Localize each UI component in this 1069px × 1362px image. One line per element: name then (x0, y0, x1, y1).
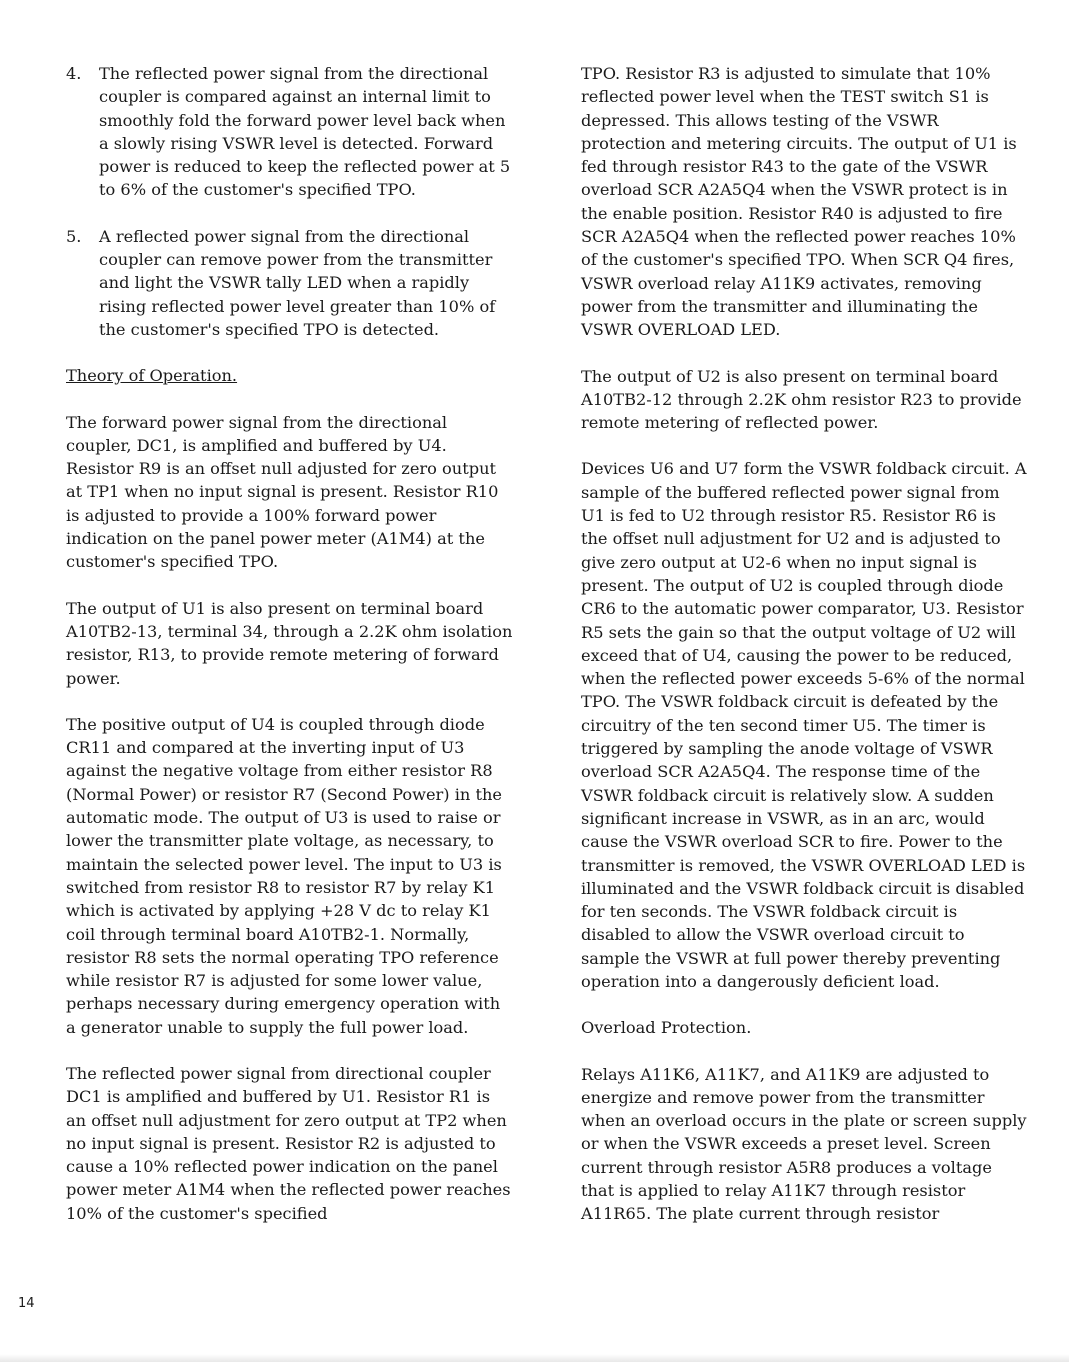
page-number: 14 (18, 1296, 35, 1311)
left-column (66, 62, 514, 1248)
paragraph: The output of U1 is also present on terminal board A10TB2-13, terminal 34, through a 2.2K ohm isolation resistor, R13, to provide remote metering of forward power. (66, 598, 513, 688)
section-heading-theory: Theory of Operation. (66, 366, 238, 386)
scan-edge (0, 1354, 1069, 1362)
paragraph: The positive output of U4 is coupled through diode CR11 and compared at the inverting input of U3 against the negative voltage from either resistor R8 (Normal Power) or resistor R7 (Second Power) in the automatic mode. The output of U3 is used to raise or lower the transmitter plate voltage, as necessary, to maintain the selected power level. The input to U3 is switched from resistor R8 to resistor R7 by relay K1 which is activated by applying +28 V dc to relay K1 coil through terminal board A10TB2-1. Normally, resistor R8 sets the normal operating TPO reference while resistor R7 is adjusted for some lower value, perhaps necessary during emergency operation with a generator unable to supply the full power load. (66, 714, 503, 1037)
list-number: 4. (66, 64, 82, 83)
paragraph: Devices U6 and U7 form the VSWR foldback circuit. A sample of the buffered reflected power signal from U1 is fed to U2 through resistor R5. Resistor R6 is the offset null adjustment for U2 and is adjusted to give zero output at U2-6 when no input signal is present. The output of U2 is coupled through diode CR6 to the automatic power comparator, U3. Resistor R5 sets the gain so that the output voltage of U2 will exceed that of U4, causing the power to be reduced, when the reflected power exceeds 5-6% of the normal TPO. The VSWR foldback circuit is defeated by the circuitry of the ten second timer U5. The timer is triggered by sampling the anode voltage of VSWR overload SCR A2A5Q4. The response time of the VSWR foldback circuit is relatively slow. A sudden significant increase in VSWR, as in an arc, would cause the VSWR overload SCR to fire. Power to the transmitter is removed, the VSWR OVERLOAD LED is illuminated and the VSWR foldback circuit is disabled for ten seconds. The VSWR foldback circuit is disabled to allow the VSWR overload circuit to sample the VSWR at full power thereby preventing operation into a dangerously deficient load. (581, 459, 1027, 991)
list-item-text: The reflected power signal from the directional coupler is compared against an internal limit to smoothly fold the forward power level back when a slowly rising VSWR level is detected. Forward power is reduced to keep the reflected power at 5 to 6% of the customer's specified TPO. (99, 64, 511, 200)
paragraph: The forward power signal from the directional coupler, DC1, is amplified and buffered by U4. Resistor R9 is an offset null adjusted for zero output at TP1 when no input signal is present. Resistor R10 is adjusted to provide a 100% forward power indication on the panel power meter (A1M4) at the customer's specified TPO. (66, 412, 499, 572)
list-item-5 (66, 225, 514, 341)
list-item-4 (66, 62, 514, 202)
paragraph: The output of U2 is also present on terminal board A10TB2-12 through 2.2K ohm resistor R23 to provide remote metering of reflected power. (581, 366, 1022, 433)
paragraph: The reflected power signal from directional coupler DC1 is amplified and buffered by U1. Resistor R1 is an offset null adjustment for zero output at TP2 when no input signal is present. Resistor R2 is adjusted to cause a 10% reflected power indication on the panel power meter A1M4 when the reflected power reaches 10% of the customer's specified (66, 1063, 511, 1223)
list-item-text: A reflected power signal from the directional coupler can remove power from the transmitter and light the VSWR tally LED when a rapidly rising reflected power level greater than 10% of the customer's specified TPO is detected. (99, 226, 496, 339)
paragraph: TPO. Resistor R3 is adjusted to simulate that 10% reflected power level when the TEST switch S1 is depressed. This allows testing of the VSWR protection and metering circuits. The output of U1 is fed through resistor R43 to the gate of the VSWR overload SCR A2A5Q4 when the VSWR protect is in the enable position. Resistor R40 is adjusted to fire SCR A2A5Q4 when the reflected power reaches 10% of the customer's specified TPO. When SCR Q4 fires, VSWR overload relay A11K9 activates, removing power from the transmitter and illuminating the VSWR OVERLOAD LED. (581, 64, 1017, 340)
paragraph: Relays A11K6, A11K7, and A11K9 are adjusted to energize and remove power from the transmitter when an overload occurs in the plate or screen supply or when the VSWR exceeds a preset level. Screen current through resistor A5R8 produces a voltage that is applied to relay A11K7 through resistor A11R65. The plate current through resistor (581, 1064, 1027, 1224)
list-number: 5. (66, 226, 82, 246)
section-heading-overload: Overload Protection. (581, 1018, 752, 1038)
right-column (581, 62, 1027, 1249)
